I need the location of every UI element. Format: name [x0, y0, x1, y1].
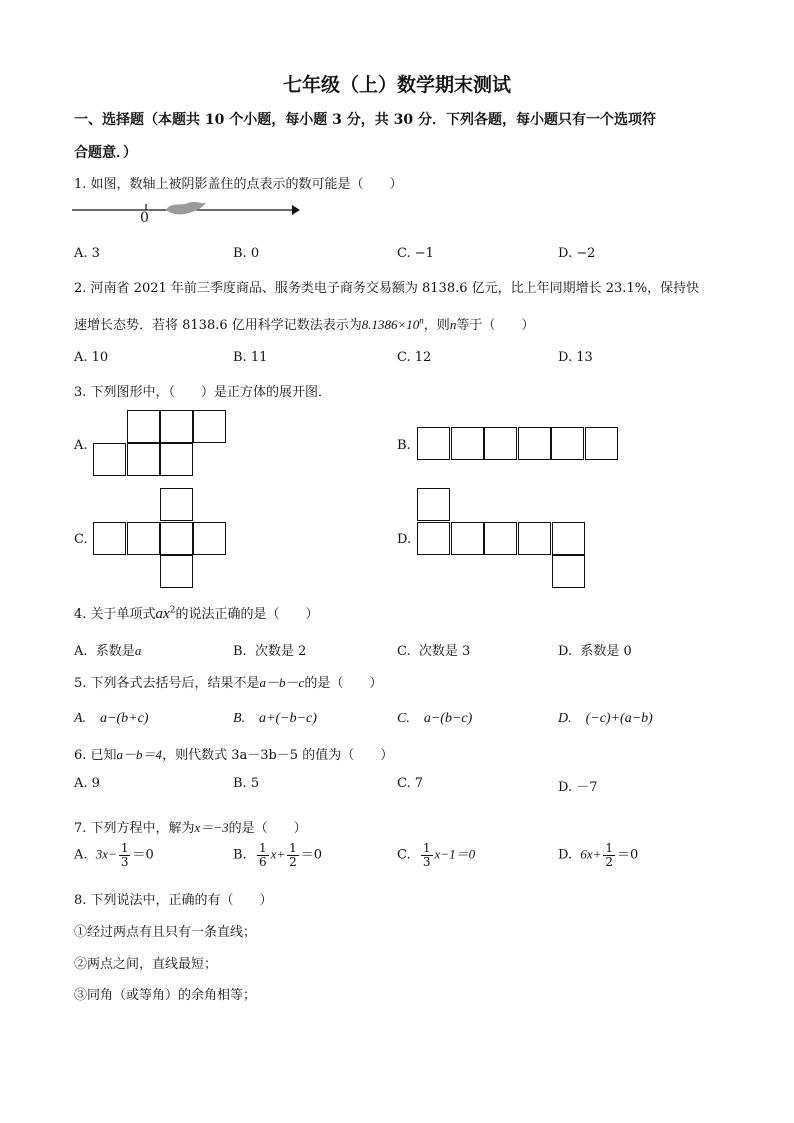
- q6-option-b: B. 5: [233, 776, 260, 791]
- net-square: [160, 522, 193, 555]
- q4-text-a: 4. 关于单项式: [74, 607, 156, 622]
- net-square: [127, 522, 160, 555]
- q6-option-a: A. 9: [74, 776, 100, 791]
- net-square: [451, 522, 484, 555]
- net-square: [451, 427, 484, 460]
- q2-text-c: 等于（ ）: [456, 318, 535, 333]
- q2-var: n: [449, 317, 457, 332]
- q1-option-d: D. −2: [558, 246, 596, 261]
- net-square: [93, 443, 126, 476]
- net-square: [127, 443, 160, 476]
- net-square: [552, 522, 585, 555]
- net-square: [193, 410, 226, 443]
- q2-text-a: 速增长态势．若将 8138.6 亿用科学记数法表示为: [74, 318, 362, 333]
- q6-option-d: D. －7: [558, 780, 598, 795]
- number-line-arrow: [292, 205, 300, 215]
- question-7-stem: 7. 下列方程中，解为x＝−3的是（ ）: [74, 820, 307, 836]
- net-square: [484, 522, 517, 555]
- net-square: [551, 427, 584, 460]
- q2-option-d: D. 13: [558, 350, 593, 365]
- q3-label-a: A.: [74, 438, 88, 453]
- q4-option-c: C. 次数是 3: [397, 644, 471, 659]
- q7-option-a: A. 3x− $\frac{1}{3}$ ＝0: [74, 841, 154, 869]
- q1-option-c: C. −1: [397, 246, 434, 261]
- question-2-line2: [74, 314, 534, 333]
- axis-zero-label: 0: [140, 210, 149, 226]
- section-heading-line1: 一、选择题（本题共 10 个小题，每小题 3 分，共 30 分．下列各题，每小题只有一个选项符: [74, 112, 656, 128]
- net-square: [193, 522, 226, 555]
- net-square: [518, 427, 551, 460]
- question-2-line1: 2. 河南省 2021 年前三季度商品、服务类电子商务交易额为 8138.6 亿元，比上年同期增长 23.1%，保持快: [74, 281, 700, 296]
- net-square: [93, 522, 126, 555]
- q3-label-d: D.: [397, 532, 412, 547]
- section-heading-line2: 合题意．）: [74, 145, 137, 161]
- question-6-stem: 6. 已知a－b＝4，则代数式 3a－3b－5 的值为（ ）: [74, 747, 394, 763]
- net-square: [484, 427, 517, 460]
- q7-solution: x＝−3: [194, 820, 229, 835]
- q5-option-b: B. a+(−b−c): [233, 711, 317, 726]
- q7-option-d: D. 6x+ $\frac{1}{2}$ ＝0: [558, 841, 639, 869]
- q5-option-c: C. a−(b−c): [397, 711, 473, 726]
- q4-text-b: 的说法正确的是（ ）: [175, 607, 319, 622]
- q5-option-d: D. (−c)+(a−b): [558, 711, 653, 726]
- net-square: [160, 555, 193, 588]
- question-1-stem: 1. 如图，数轴上被阴影盖住的点表示的数可能是（ ）: [74, 177, 403, 192]
- question-5-stem: 5. 下列各式去括号后，结果不是a－b－c的是（ ）: [74, 675, 383, 691]
- net-square: [160, 410, 193, 443]
- q2-sci-exp: n: [419, 315, 424, 326]
- q8-item-3: ③同角（或等角）的余角相等；: [74, 988, 257, 1003]
- q4-monomial-exp: 2: [169, 605, 176, 616]
- q1-option-a: A. 3: [74, 246, 100, 261]
- q3-label-b: B.: [397, 438, 411, 453]
- q5-expression: a－b－c: [259, 675, 305, 690]
- q4-option-b: B. 次数是 2: [233, 644, 307, 659]
- net-square: [127, 410, 160, 443]
- q6-condition: a－b＝4: [116, 747, 163, 762]
- q4-option-d: D. 系数是 0: [558, 644, 632, 659]
- net-square: [160, 443, 193, 476]
- question-3-stem: 3. 下列图形中，（ ）是正方体的展开图．: [74, 385, 332, 400]
- q7-option-b: B. $\frac{1}{6}$ x+ $\frac{1}{2}$ ＝0: [233, 841, 323, 869]
- net-square: [417, 427, 450, 460]
- q2-text-b: ，则: [423, 318, 450, 333]
- q8-item-1: ①经过两点有且只有一条直线；: [74, 925, 257, 940]
- q6-option-c: C. 7: [397, 776, 424, 791]
- number-line-figure: [70, 198, 302, 226]
- q4-monomial: ax: [155, 606, 170, 622]
- q2-option-a: A. 10: [74, 350, 109, 365]
- net-square: [160, 488, 193, 521]
- q2-sci-base: 8.1386×10: [361, 317, 420, 332]
- q2-option-b: B. 11: [233, 350, 268, 365]
- net-square: [518, 522, 551, 555]
- net-square: [552, 555, 585, 588]
- net-square: [417, 522, 450, 555]
- page-title: 七年级（上）数学期末测试: [282, 74, 511, 96]
- question-8-stem: 8. 下列说法中，正确的有（ ）: [74, 893, 273, 908]
- q3-label-c: C.: [74, 532, 88, 547]
- question-4-stem: [74, 603, 318, 623]
- q8-item-2: ②两点之间，直线最短；: [74, 957, 218, 972]
- shadow-blob: [166, 202, 206, 215]
- q1-option-b: B. 0: [233, 246, 260, 261]
- net-square: [585, 427, 618, 460]
- q4-option-a: A. 系数是a: [74, 643, 142, 659]
- net-square: [417, 488, 450, 521]
- q5-option-a: A. a−(b+c): [74, 711, 149, 726]
- q7-option-c: C. $\frac{1}{3}$ x−1＝0: [397, 841, 476, 869]
- q2-option-c: C. 12: [397, 350, 432, 365]
